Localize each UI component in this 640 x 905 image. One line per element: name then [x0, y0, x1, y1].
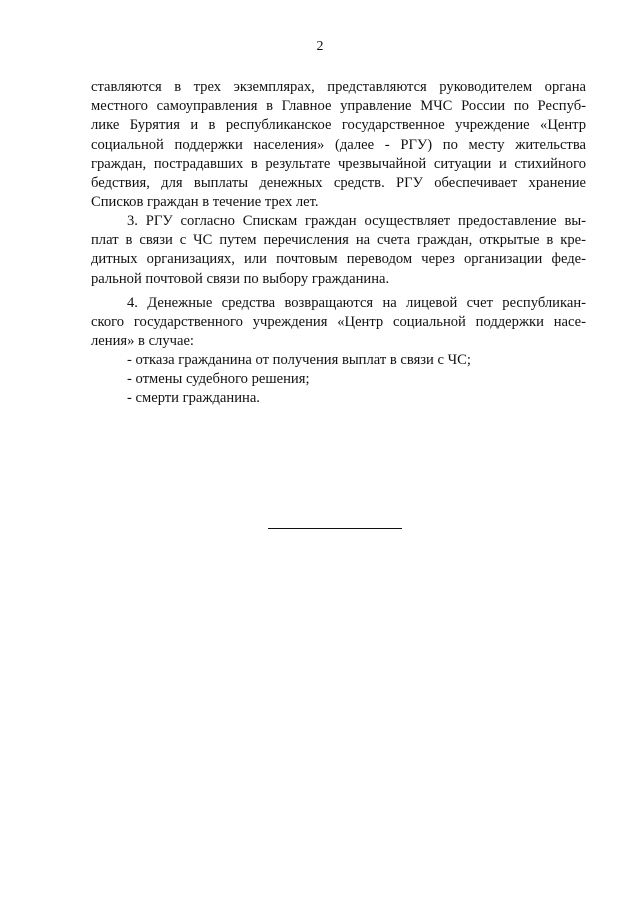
paragraph-line: бедствия, для выплаты денежных средств. РГУ обеспечивает хранение: [91, 175, 586, 192]
list-item: - смерти гражданина.: [127, 390, 260, 407]
paragraph-submission-of-lists: [91, 78, 586, 212]
paragraph-payment-method: [91, 212, 586, 289]
list-item: - отмены судебного решения;: [127, 371, 310, 388]
refund-cases-list: [127, 351, 471, 409]
paragraph-line: ления» в случае:: [91, 333, 194, 350]
paragraph-line: социальной поддержки населения» (далее - РГУ) по месту жительства: [91, 136, 586, 153]
paragraph-line: граждан, пострадавших в результате чрезвычайной ситуации и стихийного: [91, 155, 586, 172]
paragraph-line: 4. Денежные средства возвращаются на лицевой счет республикан-: [127, 295, 586, 311]
paragraph-refund-conditions: [91, 294, 586, 352]
paragraph-line: местного самоуправления в Главное управление МЧС России по Респуб-: [91, 98, 586, 115]
paragraph-line: лике Бурятия и в республиканское государственное учреждение «Центр: [91, 117, 586, 134]
list-item: - отказа гражданина от получения выплат в связи с ЧС;: [127, 352, 471, 368]
paragraph-line: 3. РГУ согласно Спискам граждан осуществляет предоставление вы-: [127, 213, 586, 229]
paragraph-line: плат в связи с ЧС путем перечисления на счета граждан, открытые в кре-: [91, 232, 586, 249]
paragraph-line: ского государственного учреждения «Центр социальной поддержки насе-: [91, 314, 586, 331]
paragraph-line: дитных организациях, или почтовым переводом через организации феде-: [91, 251, 586, 268]
page-number: 2: [316, 39, 324, 54]
paragraph-line: ставляются в трех экземплярах, представляются руководителем органа: [91, 79, 586, 95]
paragraph-line: ральной почтовой связи по выбору гражданина.: [91, 270, 390, 287]
closing-divider-line: [268, 528, 402, 529]
paragraph-line: Списков граждан в течение трех лет.: [91, 194, 319, 211]
